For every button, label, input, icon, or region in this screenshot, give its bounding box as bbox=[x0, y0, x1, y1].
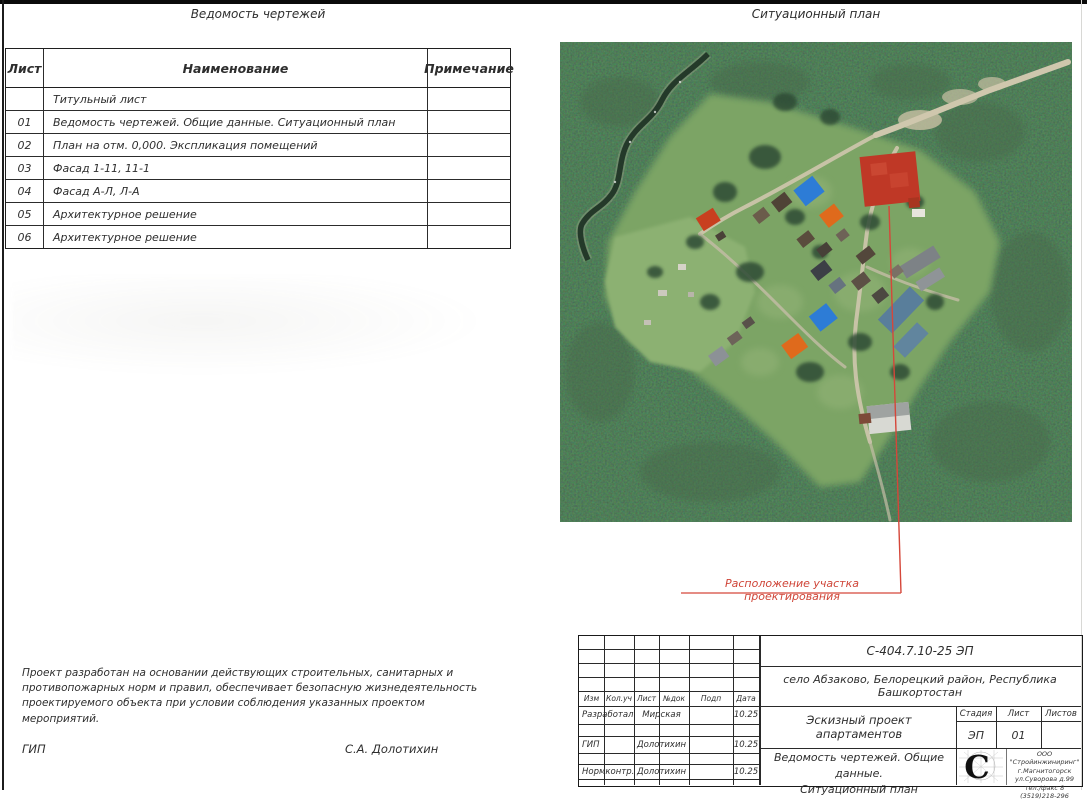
stage-value: ЭП bbox=[968, 728, 984, 742]
company-address: ул.Суворова д.99 bbox=[1014, 775, 1075, 784]
sig-date: 10.25 bbox=[733, 739, 759, 750]
cell-name: Титульный лист bbox=[44, 88, 428, 110]
page-top-border bbox=[0, 0, 1087, 4]
drawing-register-table bbox=[5, 48, 514, 249]
cell-name: Фасад 1-11, 11-1 bbox=[44, 157, 428, 179]
sig-name: Долотихин bbox=[636, 766, 687, 777]
cell-note bbox=[428, 111, 510, 133]
col-data: Дата bbox=[736, 694, 756, 703]
col-header-note: Примечание bbox=[424, 60, 514, 76]
cell-note bbox=[428, 226, 510, 248]
document-code: С-404.7.10-25 ЭП bbox=[866, 644, 974, 658]
sheets-value bbox=[1041, 722, 1081, 748]
cell-name: План на отм. 0,000. Экспликация помещений bbox=[44, 134, 428, 156]
project-location: село Абзаково, Белорецкий район, Республика Башкортостан bbox=[783, 673, 1057, 699]
title-block bbox=[578, 635, 1083, 801]
col-podp: Подп bbox=[700, 694, 722, 703]
cell-name: Архитектурное решение bbox=[44, 226, 428, 248]
company-phone: тел./факс 8 (3519)218-296 bbox=[1020, 783, 1069, 801]
col-header-sheet: Лист bbox=[6, 49, 44, 87]
company-letter: С bbox=[964, 748, 990, 785]
gip-label: ГИП bbox=[22, 742, 46, 756]
sig-role: ГИП bbox=[582, 739, 600, 750]
site-location-callout: Расположение участка проектирования bbox=[725, 577, 859, 603]
table-row bbox=[6, 180, 510, 203]
company-logo bbox=[956, 748, 1006, 785]
situational-plan-title: Ситуационный план bbox=[751, 7, 881, 21]
satellite-image bbox=[560, 42, 1072, 522]
cell-name: Архитектурное решение bbox=[44, 203, 428, 225]
project-note-paragraph: Проект разработан на основании действующих строительных, санитарных и противопожарных норм и правил, обеспечивает безопасную жизнедеятельность проектируемого объекта при условии соблюдения указанных проектом мероприятий. bbox=[22, 667, 478, 725]
col-izm: Изм bbox=[583, 694, 600, 703]
sig-role: Разработал bbox=[582, 710, 634, 720]
cell-sheet: 04 bbox=[6, 180, 44, 202]
register-header-row bbox=[6, 49, 514, 88]
company-info bbox=[1007, 750, 1082, 801]
table-row bbox=[6, 226, 510, 248]
cell-note bbox=[428, 88, 510, 110]
sheet-value: 01 bbox=[1011, 728, 1026, 742]
erased-area bbox=[12, 276, 487, 376]
sheet-label: Лист bbox=[1007, 709, 1030, 719]
col-ndok: №док bbox=[662, 694, 686, 703]
cell-sheet: 05 bbox=[6, 203, 44, 225]
cell-name: Ведомость чертежей. Общие данные. Ситуационный план bbox=[44, 111, 428, 133]
cell-sheet: 03 bbox=[6, 157, 44, 179]
sig-name: Мирская bbox=[642, 710, 681, 720]
project-name: Эскизный проект апартаментов bbox=[806, 713, 912, 741]
sheet-content-title bbox=[762, 750, 956, 798]
page-left-border bbox=[2, 0, 4, 790]
cell-note bbox=[428, 180, 510, 202]
table-row bbox=[6, 111, 510, 134]
company-name: ООО "Стройинжиниринг" bbox=[1009, 750, 1080, 767]
cell-name: Фасад А-Л, Л-А bbox=[44, 180, 428, 202]
cell-note bbox=[428, 134, 510, 156]
sheets-label: Листов bbox=[1045, 709, 1077, 719]
col-header-name: Наименование bbox=[44, 49, 428, 87]
gip-name: С.А. Долотихин bbox=[345, 742, 439, 756]
cell-sheet: 06 bbox=[6, 226, 44, 248]
cell-note bbox=[428, 157, 510, 179]
col-list: Лист bbox=[636, 694, 656, 703]
table-row bbox=[6, 157, 510, 180]
register-title: Ведомость чертежей bbox=[190, 7, 326, 21]
sheet-content-title-line1: Ведомость чертежей. Общие данные. bbox=[773, 751, 945, 780]
company-city: г.Магнитогорск bbox=[1017, 766, 1072, 775]
sig-date: 10.25 bbox=[733, 710, 759, 720]
table-row bbox=[6, 203, 510, 226]
sig-role: Нормконтр. bbox=[582, 766, 635, 777]
table-row bbox=[6, 134, 510, 157]
table-row bbox=[6, 88, 510, 111]
cell-sheet: 01 bbox=[6, 111, 44, 133]
sig-date: 10.25 bbox=[733, 766, 759, 777]
cell-sheet bbox=[6, 88, 44, 110]
stage-label: Стадия bbox=[959, 709, 993, 719]
col-koluch: Кол.уч bbox=[606, 694, 632, 703]
cell-note bbox=[428, 203, 510, 225]
sig-name: Долотихин bbox=[636, 739, 687, 750]
sheet-content-title-line2: Ситуационный план bbox=[800, 782, 918, 796]
cell-sheet: 02 bbox=[6, 134, 44, 156]
situational-plan-map bbox=[560, 42, 1072, 522]
project-building bbox=[860, 151, 922, 213]
